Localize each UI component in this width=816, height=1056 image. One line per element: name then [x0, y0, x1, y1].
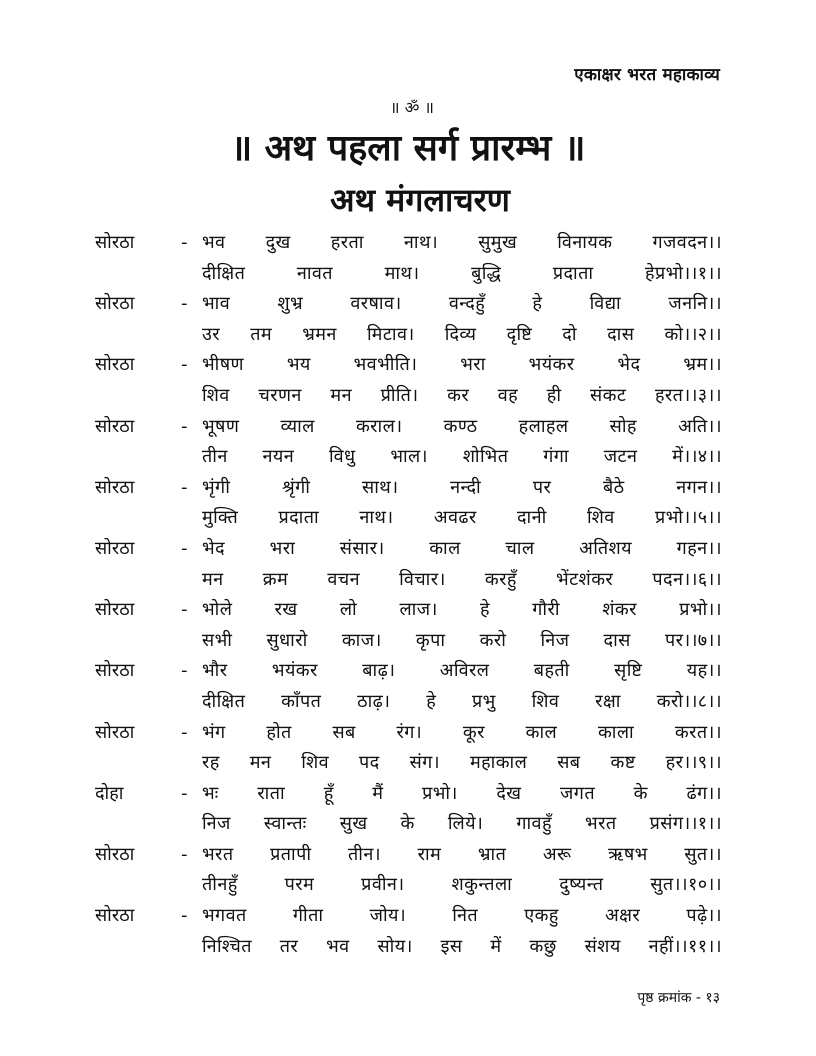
meter-dash: -	[181, 721, 188, 743]
verse-line-1: भव दुख हरता नाथ। सुमुख विनायक गजवदन।।	[202, 232, 722, 253]
verse-line-2: शिव चरणन मन प्रीति। कर वह ही संकट हरत।।३।।	[202, 384, 722, 406]
verse-second-line-row	[0, 809, 816, 840]
meter-label: सोरठा	[95, 354, 135, 376]
meter-dash: -	[181, 537, 188, 559]
verse-first-line-row	[0, 779, 816, 810]
meter-dash: -	[181, 293, 188, 315]
verse-first-line-row	[0, 289, 816, 320]
verse-line-2: मन क्रम वचन विचार। करहुँ भेंटशंकर पदन।।६।।	[202, 568, 722, 590]
meter-dash: -	[181, 905, 188, 927]
verse-first-line-row	[0, 350, 816, 381]
verse-line-1: भूषण व्याल कराल। कण्ठ हलाहल सोह अति।।	[202, 415, 722, 437]
verse-line-1: भरत प्रतापी तीन। राम भ्रात अरू ऋषभ सुत।।	[202, 843, 722, 865]
verse-first-line-row	[0, 718, 816, 749]
verse-line-2: तीनहुँ परम प्रवीन। शकुन्तला दुष्यन्त सुत।।१०।।	[202, 874, 722, 896]
verse-line-1: भंग होत सब रंग। कूर काल काला करत।।	[202, 721, 722, 743]
verse-second-line-row	[0, 870, 816, 901]
chapter-title: ॥ अथ पहला सर्ग प्रारम्भ ॥	[230, 128, 586, 169]
meter-dash: -	[181, 782, 188, 804]
meter-dash: -	[181, 660, 188, 682]
verse-line-2: तीन नयन विधु भाल। शोभित गंगा जटन में।।४।।	[202, 446, 722, 468]
verse-first-line-row	[0, 656, 816, 687]
verse-second-line-row	[0, 320, 816, 351]
meter-label: सोरठा	[95, 293, 135, 315]
verse-second-line-row	[0, 626, 816, 657]
verse-second-line-row	[0, 932, 816, 963]
meter-dash: -	[181, 843, 188, 865]
meter-label: सोरठा	[95, 660, 135, 682]
verse-line-2: उर तम भ्रमन मिटाव। दिव्य दृष्टि दो दास को।।२।।	[202, 323, 722, 345]
verse-first-line-row	[0, 228, 816, 259]
meter-label: सोरठा	[95, 905, 135, 927]
meter-dash: -	[181, 232, 188, 253]
verse-line-2: मुक्ति प्रदाता नाथ। अवढर दानी शिव प्रभो।।५।।	[202, 507, 722, 529]
verse-line-2: दीक्षित नावत माथ। बुद्धि प्रदाता हेप्रभो।।१।।	[202, 262, 722, 284]
page-number: पृष्ठ क्रमांक - १३	[637, 990, 720, 1006]
meter-label: सोरठा	[95, 476, 135, 498]
meter-label: सोरठा	[95, 721, 135, 743]
verse-line-2: सभी सुधारो काज। कृपा करो निज दास पर।।७।।	[202, 629, 722, 651]
verse-second-line-row	[0, 687, 816, 718]
verse-first-line-row	[0, 412, 816, 443]
meter-label: दोहा	[95, 782, 124, 804]
meter-label: सोरठा	[95, 843, 135, 865]
meter-dash: -	[181, 599, 188, 621]
verse-line-1: भृंगी श्रृंगी साथ। नन्दी पर बैठे नगन।।	[202, 476, 722, 498]
verse-line-1: भगवत गीता जोय। नित एकहु अक्षर पढ़े।।	[202, 905, 722, 927]
verse-line-2: निश्चित तर भव सोय। इस में कछु संशय नहीं।।११।।	[202, 935, 722, 957]
verse-second-line-row	[0, 748, 816, 779]
verse-line-1: भः राता हूँ मैं प्रभो। देख जगत के ढंग।।	[202, 782, 722, 804]
om-invocation: ॥ ॐ ॥	[390, 98, 434, 117]
verse-line-2: निज स्वान्तः सुख के लिये। गावहुँ भरत प्रसंग।।१।।	[202, 813, 722, 835]
verse-list	[0, 228, 816, 962]
verse-line-1: भेद भरा संसार। काल चाल अतिशय गहन।।	[202, 537, 722, 559]
meter-label: सोरठा	[95, 599, 135, 621]
verse-first-line-row	[0, 473, 816, 504]
verse-first-line-row	[0, 534, 816, 565]
verse-line-1: भीषण भय भवभीति। भरा भयंकर भेद भ्रम।।	[202, 354, 722, 376]
verse-line-2: रह मन शिव पद संग। महाकाल सब कष्ट हर।।९।।	[202, 752, 722, 774]
verse-first-line-row	[0, 595, 816, 626]
meter-dash: -	[181, 476, 188, 498]
meter-label: सोरठा	[95, 415, 135, 437]
verse-second-line-row	[0, 503, 816, 534]
verse-line-1: भाव शुभ्र वरषाव। वन्दहुँ हे विद्या जननि।।	[202, 293, 722, 315]
verse-second-line-row	[0, 381, 816, 412]
meter-dash: -	[181, 415, 188, 437]
verse-first-line-row	[0, 840, 816, 871]
section-subtitle: अथ मंगलाचरण	[330, 181, 510, 219]
verse-line-2: दीक्षित काँपत ठाढ़। हे प्रभु शिव रक्षा करो।।८।।	[202, 690, 722, 712]
running-head: एकाक्षर भरत महाकाव्य	[574, 65, 720, 85]
verse-second-line-row	[0, 565, 816, 596]
verse-line-1: भौर भयंकर बाढ़। अविरल बहती सृष्टि यह।।	[202, 660, 722, 682]
verse-first-line-row	[0, 901, 816, 932]
meter-dash: -	[181, 354, 188, 376]
verse-second-line-row	[0, 442, 816, 473]
verse-second-line-row	[0, 259, 816, 290]
verse-line-1: भोले रख लो लाज। हे गौरी शंकर प्रभो।।	[202, 599, 722, 621]
meter-label: सोरठा	[95, 232, 135, 253]
meter-label: सोरठा	[95, 537, 135, 559]
